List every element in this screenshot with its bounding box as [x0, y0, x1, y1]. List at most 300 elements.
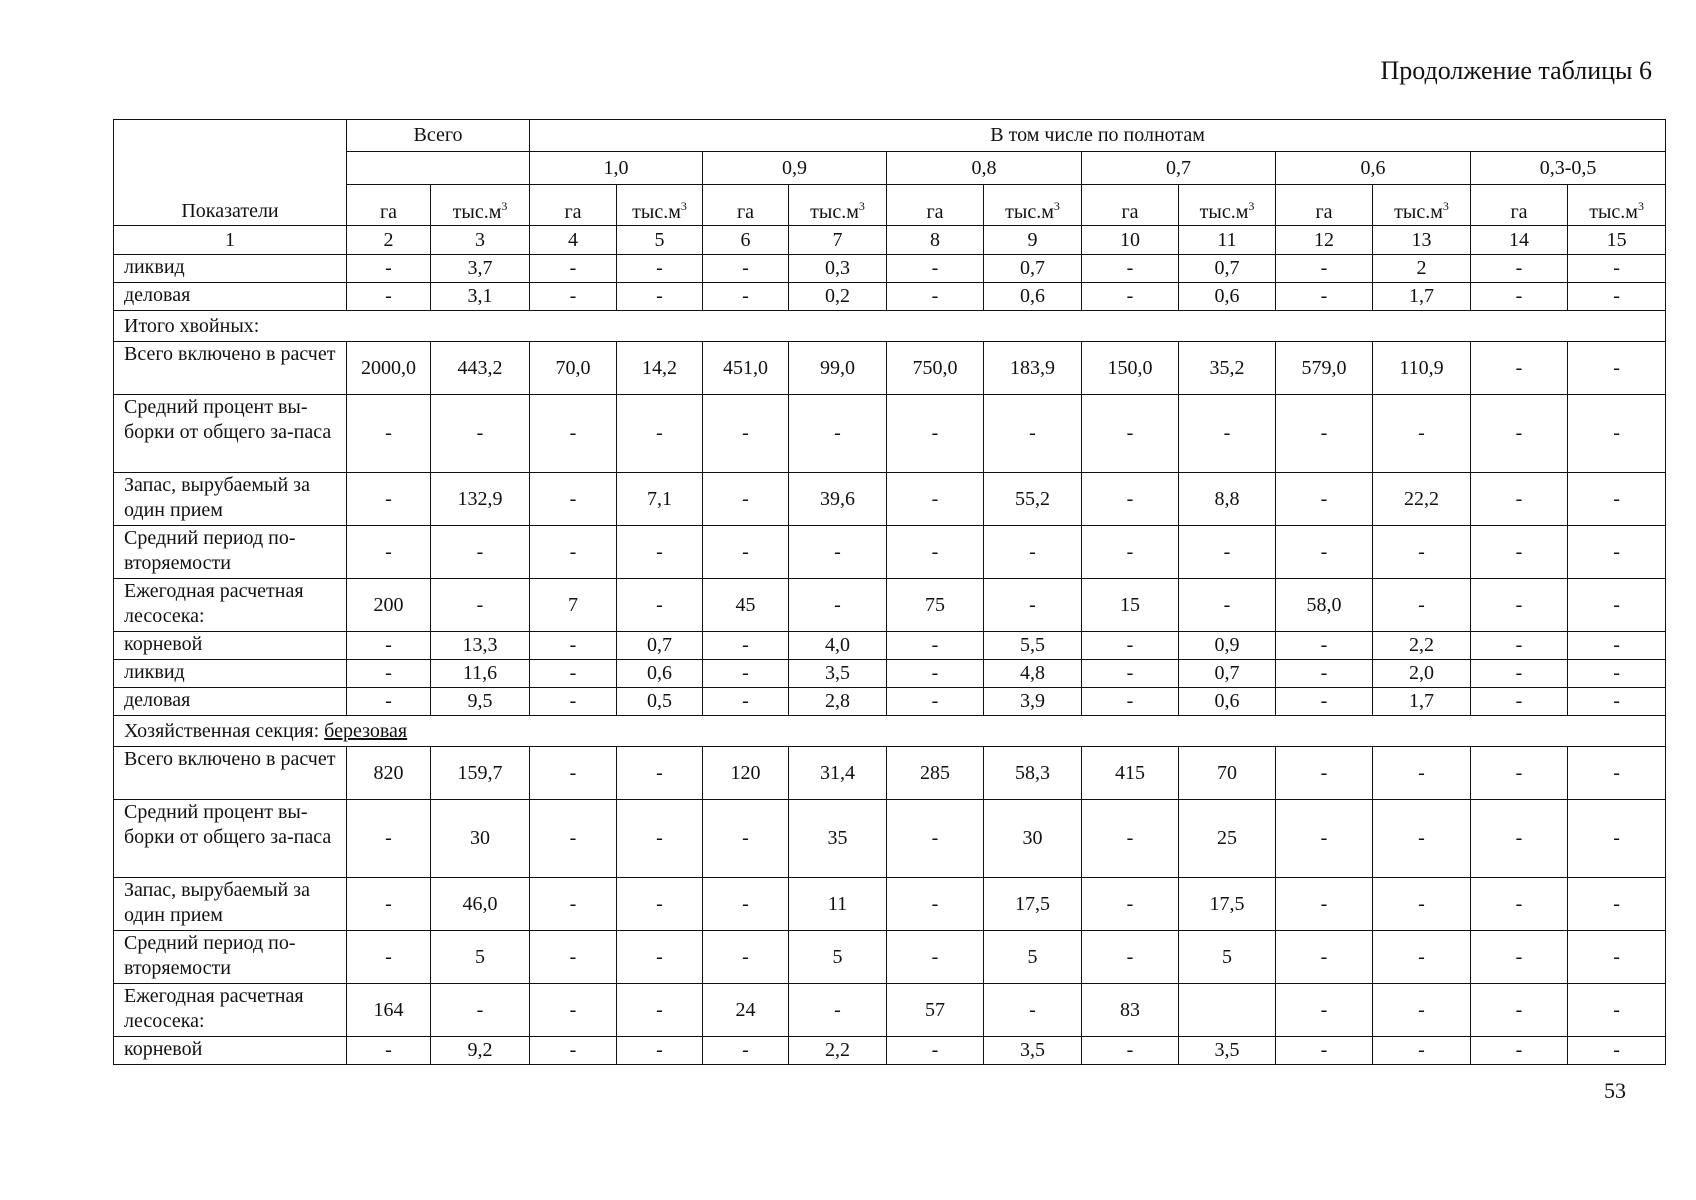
table-cell: 3,7: [431, 255, 530, 283]
table-cell: -: [1373, 1037, 1471, 1065]
table-cell: -: [1276, 473, 1373, 526]
header-total-spacer: [347, 152, 530, 185]
table-cell: -: [887, 688, 984, 716]
table-cell: -: [530, 931, 617, 984]
table-row: [114, 688, 1666, 716]
table-cell: 58,0: [1276, 579, 1373, 632]
row-label: Средний период по-вторяемости: [114, 526, 347, 579]
row-label: Всего включено в расчет: [114, 747, 347, 800]
table-cell: 4,0: [789, 632, 887, 660]
table-cell: -: [1276, 931, 1373, 984]
unit-volume-exponent: 3: [858, 199, 865, 213]
table-cell: -: [617, 255, 703, 283]
table-cell: -: [703, 1037, 789, 1065]
table-row: [114, 526, 1666, 579]
table-cell: -: [1082, 283, 1179, 311]
table-cell: 110,9: [1373, 342, 1471, 395]
table-cell: -: [1276, 878, 1373, 931]
row-label: Средний процент вы-борки от общего за-паса: [114, 800, 347, 878]
table-cell: 15: [1082, 579, 1179, 632]
table-cell: -: [1082, 931, 1179, 984]
table-cell: 22,2: [1373, 473, 1471, 526]
table-cell: -: [347, 526, 431, 579]
table-cell: -: [347, 931, 431, 984]
header-unit-ha: га: [1082, 185, 1179, 226]
table-row: [114, 800, 1666, 878]
table-cell: -: [887, 1037, 984, 1065]
table-cell: 5: [431, 931, 530, 984]
header-unit-ha: га: [703, 185, 789, 226]
column-number: 13: [1373, 226, 1471, 255]
table-cell: 30: [431, 800, 530, 878]
table-row: [114, 632, 1666, 660]
table-cell: 9,5: [431, 688, 530, 716]
table-cell: 17,5: [984, 878, 1082, 931]
table-cell: -: [617, 395, 703, 473]
table-cell: -: [887, 632, 984, 660]
table-cell: -: [1568, 1037, 1666, 1065]
table-row: [114, 579, 1666, 632]
unit-volume-exponent: 3: [1053, 199, 1060, 213]
table-cell: -: [984, 395, 1082, 473]
header-density-6: 0,3-0,5: [1471, 152, 1666, 185]
table-cell: -: [431, 579, 530, 632]
row-label: Всего включено в расчет: [114, 342, 347, 395]
table-cell: -: [789, 526, 887, 579]
table-cell: -: [617, 931, 703, 984]
table-cell: 2,2: [1373, 632, 1471, 660]
table-cell: -: [347, 255, 431, 283]
table-cell: 0,9: [1179, 632, 1276, 660]
table-cell: -: [617, 747, 703, 800]
table-cell: 70,0: [530, 342, 617, 395]
table-cell: 4,8: [984, 660, 1082, 688]
table-cell: 2,8: [789, 688, 887, 716]
table-cell: -: [703, 931, 789, 984]
table-cell: -: [1568, 984, 1666, 1037]
table-cell: -: [1568, 283, 1666, 311]
table-cell: -: [703, 473, 789, 526]
header-unit-ha: га: [1276, 185, 1373, 226]
table-cell: 11: [789, 878, 887, 931]
table-cell: -: [431, 395, 530, 473]
table-cell: 13,3: [431, 632, 530, 660]
table-cell: -: [1276, 984, 1373, 1037]
table-cell: -: [789, 984, 887, 1037]
forest-table: [113, 119, 1666, 1065]
section-prefix: Хозяйственная секция:: [124, 719, 325, 742]
section-name: березовая: [324, 719, 408, 742]
table-cell: -: [1471, 931, 1568, 984]
unit-volume-exponent: 3: [1248, 199, 1255, 213]
table-cell: 7: [530, 579, 617, 632]
unit-volume-text: тыс.м: [632, 201, 681, 223]
table-cell: 0,7: [617, 632, 703, 660]
table-cell: -: [887, 931, 984, 984]
table-cell: -: [1568, 747, 1666, 800]
unit-volume-text: тыс.м: [452, 201, 502, 223]
unit-volume-exponent: 3: [1637, 199, 1644, 213]
table-cell: -: [1276, 395, 1373, 473]
table-cell: 99,0: [789, 342, 887, 395]
table-cell: 0,7: [984, 255, 1082, 283]
table-row: [114, 255, 1666, 283]
table-cell: -: [1276, 747, 1373, 800]
table-cell: -: [1568, 688, 1666, 716]
table-cell: 0,6: [984, 283, 1082, 311]
header-density-2: 0,9: [703, 152, 887, 185]
column-number: 8: [887, 226, 984, 255]
table-row: [114, 660, 1666, 688]
table-cell: -: [1373, 984, 1471, 1037]
table-cell: -: [617, 878, 703, 931]
table-cell: -: [1568, 395, 1666, 473]
table-cell: -: [530, 395, 617, 473]
table-cell: -: [1082, 395, 1179, 473]
table-row: [114, 747, 1666, 800]
table-cell: 0,7: [1179, 255, 1276, 283]
table-cell: 159,7: [431, 747, 530, 800]
table-cell: -: [1373, 800, 1471, 878]
table-cell: 57: [887, 984, 984, 1037]
table-cell: -: [347, 395, 431, 473]
table-cell: -: [887, 526, 984, 579]
table-cell: -: [1082, 1037, 1179, 1065]
column-number: 12: [1276, 226, 1373, 255]
table-cell: -: [703, 800, 789, 878]
unit-volume-exponent: 3: [680, 199, 687, 213]
column-number: 10: [1082, 226, 1179, 255]
table-cell: -: [1276, 283, 1373, 311]
table-cell: -: [1471, 688, 1568, 716]
table-cell: -: [1082, 878, 1179, 931]
table-cell: -: [703, 878, 789, 931]
table-row: [114, 395, 1666, 473]
table-cell: -: [1471, 660, 1568, 688]
table-cell: -: [703, 255, 789, 283]
row-label: ликвид: [114, 255, 347, 283]
page-number: 53: [1604, 1078, 1626, 1103]
table-row: [114, 283, 1666, 311]
table-cell: -: [1373, 931, 1471, 984]
table-cell: -: [530, 1037, 617, 1065]
table-cell: 9,2: [431, 1037, 530, 1065]
table-cell: -: [617, 579, 703, 632]
table-cell: -: [1568, 660, 1666, 688]
table-cell: -: [530, 473, 617, 526]
table-cell: -: [1471, 984, 1568, 1037]
table-cell: 0,2: [789, 283, 887, 311]
table-cell: -: [703, 395, 789, 473]
table-cell: 0,6: [1179, 688, 1276, 716]
table-cell: -: [347, 283, 431, 311]
column-number: 4: [530, 226, 617, 255]
table-cell: -: [1471, 579, 1568, 632]
table-cell: -: [1568, 800, 1666, 878]
table-cell: -: [1568, 342, 1666, 395]
table-caption: Продолжение таблицы 6: [1380, 56, 1652, 85]
table-cell: -: [1082, 688, 1179, 716]
table-cell: 24: [703, 984, 789, 1037]
table-cell: -: [984, 984, 1082, 1037]
table-cell: -: [617, 984, 703, 1037]
table-cell: -: [1568, 255, 1666, 283]
table-cell: -: [887, 473, 984, 526]
table-cell: 579,0: [1276, 342, 1373, 395]
header-density-3: 0,8: [887, 152, 1082, 185]
table-cell: 0,6: [1179, 283, 1276, 311]
header-unit-ha: га: [1471, 185, 1568, 226]
unit-volume-exponent: 3: [1442, 199, 1449, 213]
header-unit-ha: га: [347, 185, 431, 226]
table-cell: 39,6: [789, 473, 887, 526]
table-cell: -: [1568, 473, 1666, 526]
column-number: 2: [347, 226, 431, 255]
table-cell: 2,0: [1373, 660, 1471, 688]
row-label: Средний период по-вторяемости: [114, 931, 347, 984]
table-cell: -: [1471, 283, 1568, 311]
column-number: 9: [984, 226, 1082, 255]
table-cell: -: [703, 632, 789, 660]
table-cell: -: [789, 395, 887, 473]
table-cell: -: [703, 660, 789, 688]
table-row: [114, 311, 1666, 342]
table-cell: -: [617, 526, 703, 579]
column-number: 7: [789, 226, 887, 255]
table-cell: -: [1373, 395, 1471, 473]
table-cell: 70: [1179, 747, 1276, 800]
header-unit-volume: [984, 185, 1082, 226]
table-row: [114, 342, 1666, 395]
table-cell: -: [1568, 579, 1666, 632]
table-cell: -: [1568, 878, 1666, 931]
table-cell: -: [1373, 579, 1471, 632]
header-by-density: В том числе по полнотам: [530, 120, 1666, 152]
table-cell: -: [347, 688, 431, 716]
table-cell: -: [1082, 632, 1179, 660]
header-density-4: 0,7: [1082, 152, 1276, 185]
table-cell: -: [1373, 526, 1471, 579]
table-row: [114, 984, 1666, 1037]
header-indicators: Показатели: [114, 120, 347, 226]
unit-volume-exponent: 3: [501, 199, 508, 213]
table-cell: -: [617, 1037, 703, 1065]
table-cell: -: [1471, 800, 1568, 878]
table-cell: 750,0: [887, 342, 984, 395]
column-number: 15: [1568, 226, 1666, 255]
table-cell: 5: [1179, 931, 1276, 984]
row-label: Ежегодная расчетная лесосека:: [114, 579, 347, 632]
table-cell: -: [1471, 395, 1568, 473]
table-cell: 0,6: [617, 660, 703, 688]
table-cell: 5,5: [984, 632, 1082, 660]
table-cell: -: [1179, 395, 1276, 473]
table-cell: 0,5: [617, 688, 703, 716]
table-cell: -: [984, 579, 1082, 632]
table-cell: -: [617, 800, 703, 878]
table-cell: 35,2: [1179, 342, 1276, 395]
table-cell: 150,0: [1082, 342, 1179, 395]
header-unit-volume: [431, 185, 530, 226]
table-row: [114, 878, 1666, 931]
table-cell: 83: [1082, 984, 1179, 1037]
table-cell: -: [1471, 342, 1568, 395]
header-unit-volume: [1373, 185, 1471, 226]
table-cell: 0,3: [789, 255, 887, 283]
table-cell: 8,8: [1179, 473, 1276, 526]
table-cell: 25: [1179, 800, 1276, 878]
row-label: Средний процент вы-борки от общего за-паса: [114, 395, 347, 473]
table-cell: 120: [703, 747, 789, 800]
table-cell: -: [431, 984, 530, 1037]
table-cell: 7,1: [617, 473, 703, 526]
table-cell: -: [703, 526, 789, 579]
table-cell: -: [530, 283, 617, 311]
table-cell: 5: [984, 931, 1082, 984]
row-label: ликвид: [114, 660, 347, 688]
table-cell: -: [1471, 473, 1568, 526]
table-cell: -: [887, 395, 984, 473]
table-cell: -: [347, 800, 431, 878]
table-cell: -: [789, 579, 887, 632]
table-cell: 183,9: [984, 342, 1082, 395]
table-cell: 3,9: [984, 688, 1082, 716]
table-cell: 46,0: [431, 878, 530, 931]
unit-volume-text: тыс.м: [810, 201, 859, 223]
table-cell: -: [347, 878, 431, 931]
table-cell: -: [1471, 1037, 1568, 1065]
table-cell: -: [1179, 579, 1276, 632]
table-row: [114, 931, 1666, 984]
table-cell: -: [1276, 255, 1373, 283]
row-label: Ежегодная расчетная лесосека:: [114, 984, 347, 1037]
table-cell: -: [1276, 688, 1373, 716]
table-cell: -: [984, 526, 1082, 579]
table-cell: 2000,0: [347, 342, 431, 395]
table-cell: -: [1082, 526, 1179, 579]
unit-volume-text: тыс.м: [1005, 201, 1054, 223]
row-label: деловая: [114, 283, 347, 311]
table-cell: 3,5: [789, 660, 887, 688]
table-cell: -: [887, 283, 984, 311]
table-cell: 132,9: [431, 473, 530, 526]
table-cell: 3,5: [1179, 1037, 1276, 1065]
table-cell: -: [347, 1037, 431, 1065]
header-unit-volume: [1179, 185, 1276, 226]
column-number: 6: [703, 226, 789, 255]
table-cell: -: [1568, 526, 1666, 579]
column-number: 3: [431, 226, 530, 255]
column-number: 14: [1471, 226, 1568, 255]
table-cell: 30: [984, 800, 1082, 878]
table-cell: 3,1: [431, 283, 530, 311]
table-cell: 17,5: [1179, 878, 1276, 931]
table-cell: -: [1568, 632, 1666, 660]
table-cell: 31,4: [789, 747, 887, 800]
table-cell: -: [530, 800, 617, 878]
header-density-5: 0,6: [1276, 152, 1471, 185]
header-density-1: 1,0: [530, 152, 703, 185]
table-row: [114, 1037, 1666, 1065]
table-cell: [1179, 984, 1276, 1037]
header-unit-ha: га: [887, 185, 984, 226]
table-cell: -: [347, 632, 431, 660]
row-label: Запас, вырубаемый за один прием: [114, 473, 347, 526]
table-cell: -: [1276, 632, 1373, 660]
table-cell: -: [1471, 526, 1568, 579]
table-cell: -: [887, 800, 984, 878]
table-cell: 451,0: [703, 342, 789, 395]
table-cell: -: [1082, 255, 1179, 283]
table-cell: -: [530, 688, 617, 716]
table-cell: -: [1373, 747, 1471, 800]
table-cell: -: [1082, 660, 1179, 688]
table-cell: -: [703, 688, 789, 716]
table-cell: 2,2: [789, 1037, 887, 1065]
table-cell: -: [1471, 878, 1568, 931]
table-cell: -: [530, 878, 617, 931]
table-cell: 1,7: [1373, 688, 1471, 716]
table-cell: 3,5: [984, 1037, 1082, 1065]
table-cell: -: [1471, 632, 1568, 660]
table-cell: -: [1568, 931, 1666, 984]
unit-volume-text: тыс.м: [1589, 201, 1638, 223]
row-label: деловая: [114, 688, 347, 716]
table-cell: 443,2: [431, 342, 530, 395]
table-cell: 0,7: [1179, 660, 1276, 688]
table-cell: -: [887, 878, 984, 931]
table-cell: -: [530, 526, 617, 579]
row-label: корневой: [114, 632, 347, 660]
table-cell: 14,2: [617, 342, 703, 395]
table-cell: 75: [887, 579, 984, 632]
table-cell: -: [1471, 255, 1568, 283]
header-unit-volume: [1568, 185, 1666, 226]
column-number: 5: [617, 226, 703, 255]
table-cell: -: [530, 660, 617, 688]
header-unit-volume: [617, 185, 703, 226]
header-unit-ha: га: [530, 185, 617, 226]
table-cell: 58,3: [984, 747, 1082, 800]
table-cell: -: [530, 747, 617, 800]
table-cell: -: [1276, 1037, 1373, 1065]
table-cell: 415: [1082, 747, 1179, 800]
table-row: [114, 716, 1666, 747]
table-cell: 1,7: [1373, 283, 1471, 311]
column-number: 1: [114, 226, 347, 255]
unit-volume-text: тыс.м: [1394, 201, 1443, 223]
table-cell: 2: [1373, 255, 1471, 283]
table-cell: -: [431, 526, 530, 579]
table-cell: -: [887, 255, 984, 283]
table-cell: -: [1276, 526, 1373, 579]
table-cell: -: [1179, 526, 1276, 579]
table-cell: -: [703, 283, 789, 311]
table-cell: 200: [347, 579, 431, 632]
table-cell: 820: [347, 747, 431, 800]
table-cell: -: [530, 984, 617, 1037]
section-title: [114, 716, 1666, 747]
table-row: [114, 473, 1666, 526]
table-cell: -: [1082, 473, 1179, 526]
table-cell: -: [347, 473, 431, 526]
row-label: Запас, вырубаемый за один прием: [114, 878, 347, 931]
table-cell: 164: [347, 984, 431, 1037]
table-cell: -: [1276, 660, 1373, 688]
table-cell: -: [617, 283, 703, 311]
header-total: Всего: [347, 120, 530, 152]
row-label: корневой: [114, 1037, 347, 1065]
